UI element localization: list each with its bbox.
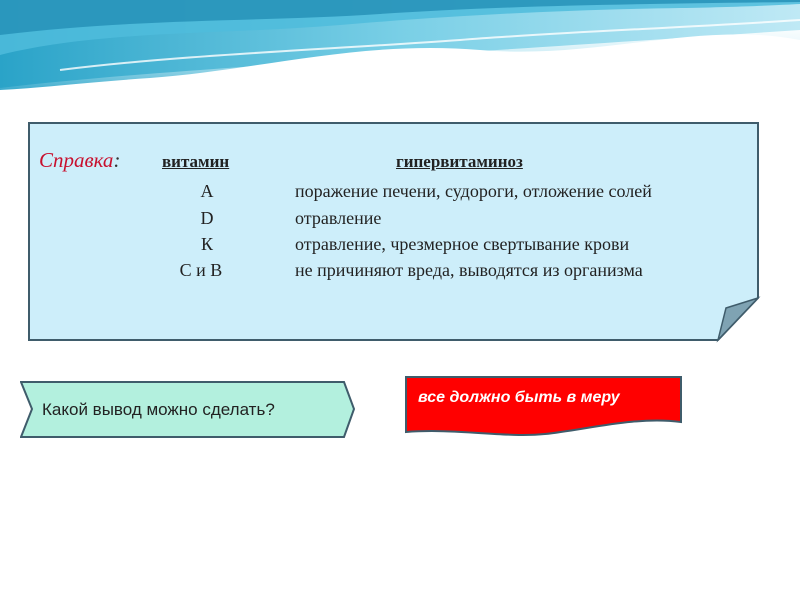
vitamin-name: А [200,181,214,201]
hypervitaminosis-effect: отравление, чрезмерное свертывание крови [295,234,630,254]
vitamin-name: С и В [179,260,223,280]
answer-label: все должно быть в меру [418,389,620,406]
hypervitaminosis-effect: поражение печени, судороги, отложение солей [295,181,652,201]
column-header-vitamin: витамин [162,152,230,171]
header-wave-decoration [0,0,800,100]
question-label: Какой вывод можно сделать? [42,400,275,419]
column-header-hypervitaminosis: гипервитаминоз [396,152,523,171]
answer-box[interactable] [405,376,685,438]
hypervitaminosis-effect: отравление [295,208,382,228]
vitamin-name: D [200,208,214,228]
vitamin-name: К [200,234,213,254]
hypervitaminosis-effect: не причиняют вреда, выводятся из организма [295,260,643,280]
reference-title: Справка: [39,148,121,172]
reference-card [28,122,768,344]
